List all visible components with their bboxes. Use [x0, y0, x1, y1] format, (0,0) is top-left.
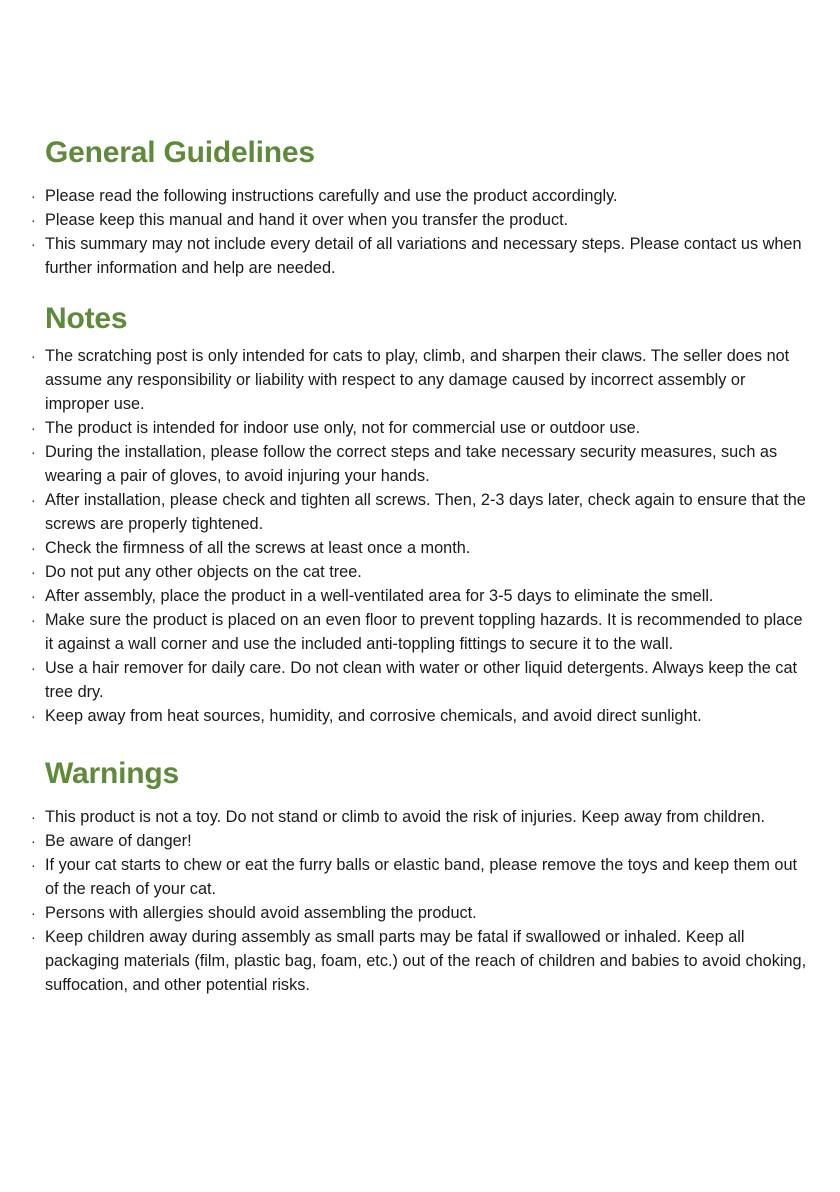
list-item-text: Keep away from heat sources, humidity, and corrosive chemicals, and avoid direct sunlight. — [45, 707, 702, 725]
bullet-dot: · — [31, 929, 36, 945]
list-item — [0, 344, 840, 416]
list-item-text: Be aware of danger! — [45, 832, 192, 850]
notes-section — [0, 301, 840, 728]
list-item — [0, 536, 840, 560]
list-item-text: The scratching post is only intended for cats to play, climb, and sharpen their claws. The seller does not assume any responsibility or liability with respect to any damage caused by incorrect assembly or improper use. — [45, 347, 790, 413]
bullet-dot: · — [31, 420, 36, 436]
list-item — [0, 440, 840, 488]
list-item — [0, 184, 840, 208]
notes-list — [0, 344, 840, 728]
bullet-dot: · — [31, 833, 36, 849]
bullet-dot: · — [31, 212, 36, 228]
list-item-text: This summary may not include every detail of all variations and necessary steps. Please contact us when further information and help are needed. — [45, 235, 802, 277]
list-item-text: Make sure the product is placed on an even floor to prevent toppling hazards. It is recommended to place it against a wall corner and use the included anti-toppling fittings to secure it to the wall. — [45, 611, 803, 653]
list-item-text: Check the firmness of all the screws at least once a month. — [45, 539, 471, 557]
list-item — [0, 208, 840, 232]
list-item — [0, 805, 840, 829]
general-guidelines-list — [0, 184, 840, 280]
bullet-dot: · — [31, 348, 36, 364]
bullet-dot: · — [31, 905, 36, 921]
list-item — [0, 925, 840, 997]
list-item-text: During the installation, please follow the correct steps and take necessary security measures, such as wearing a pair of gloves, to avoid injuring your hands. — [45, 443, 778, 485]
bullet-dot: · — [31, 612, 36, 628]
notes-heading: Notes — [45, 302, 128, 335]
list-item — [0, 560, 840, 584]
bullet-dot: · — [31, 188, 36, 204]
bullet-dot: · — [31, 564, 36, 580]
list-item — [0, 232, 840, 280]
list-item — [0, 853, 840, 901]
list-item-text: Persons with allergies should avoid assembling the product. — [45, 904, 477, 922]
bullet-dot: · — [31, 540, 36, 556]
list-item-text: Please keep this manual and hand it over when you transfer the product. — [45, 211, 569, 229]
bullet-dot: · — [31, 809, 36, 825]
general-guidelines-section — [0, 135, 840, 280]
list-item-text: If your cat starts to chew or eat the furry balls or elastic band, please remove the toys and keep them out of the reach of your cat. — [45, 856, 798, 898]
list-item-text: After installation, please check and tighten all screws. Then, 2-3 days later, check again to ensure that the screws are properly tightened. — [45, 491, 806, 533]
list-item-text: Please read the following instructions carefully and use the product accordingly. — [45, 187, 618, 205]
bullet-dot: · — [31, 588, 36, 604]
bullet-dot: · — [31, 444, 36, 460]
general-guidelines-heading: General Guidelines — [45, 136, 315, 169]
list-item-text: This product is not a toy. Do not stand or climb to avoid the risk of injuries. Keep away from children. — [45, 808, 766, 826]
list-item-text: After assembly, place the product in a well-ventilated area for 3-5 days to eliminate the smell. — [45, 587, 714, 605]
list-item — [0, 901, 840, 925]
bullet-dot: · — [31, 492, 36, 508]
list-item-text: Keep children away during assembly as small parts may be fatal if swallowed or inhaled. Keep all packaging materials (film, plastic bag, foam, etc.) out of the reach of children and babies to avoid choking, suffocation, and other potential risks. — [45, 928, 807, 994]
list-item — [0, 488, 840, 536]
list-item-text: Do not put any other objects on the cat tree. — [45, 563, 362, 581]
list-item — [0, 704, 840, 728]
list-item-text: The product is intended for indoor use only, not for commercial use or outdoor use. — [45, 419, 641, 437]
bullet-dot: · — [31, 857, 36, 873]
list-item — [0, 829, 840, 853]
bullet-dot: · — [31, 236, 36, 252]
list-item — [0, 584, 840, 608]
warnings-list — [0, 805, 840, 997]
bullet-dot: · — [31, 660, 36, 676]
list-item-text: Use a hair remover for daily care. Do not clean with water or other liquid detergents. Always keep the cat tree dry. — [45, 659, 798, 701]
warnings-heading: Warnings — [45, 757, 179, 790]
warnings-section — [0, 756, 840, 997]
list-item — [0, 416, 840, 440]
bullet-dot: · — [31, 708, 36, 724]
list-item — [0, 656, 840, 704]
list-item — [0, 608, 840, 656]
